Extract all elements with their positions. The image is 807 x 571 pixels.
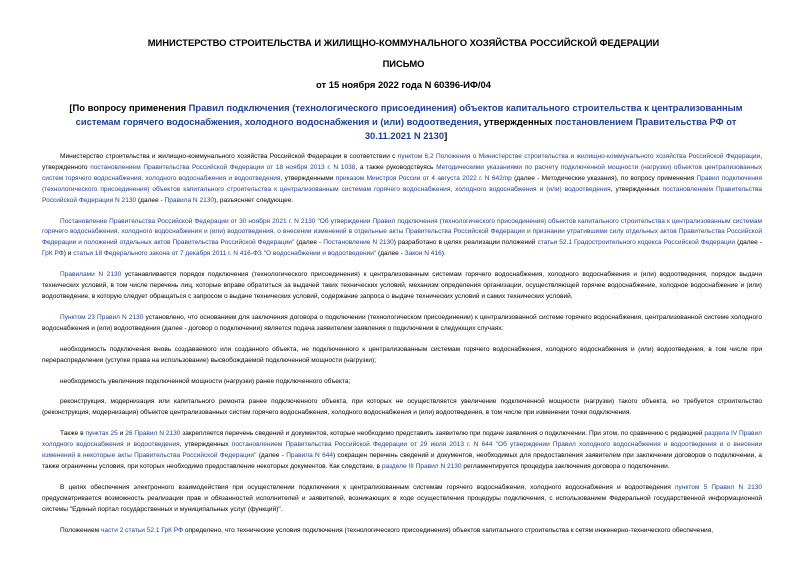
body-text: ) сокращен перечень сведений и документов, необходимых для предоставления заявителем при заключении договоров о подключении, а также ограничены условия, при которых необходимо предоставление некоторых документов. Как следствие, в — [42, 452, 763, 470]
doc-link[interactable]: раздела IV Правил холодного водоснабжения и водоотведения — [42, 430, 762, 449]
doc-link[interactable]: Постановление N 2130 — [323, 239, 394, 247]
doc-link[interactable]: постановлением Правительства Российской Федерации от 18 ноября 2013 г. N 1038 — [90, 163, 356, 171]
paragraph: реконструкция, модернизация или капитального ремонта ранее подключенного объекта, при которых не осуществляется увеличение подключенной мощности (нагрузки) такого объекта, но требуется строительство (реконструкция, модернизация) объектов централизованных систем горячего водоснабжения, холодного водоснабжения и (или) водоотведения, в том числе при изменении точки подключения. — [42, 398, 762, 417]
body-text: и — [117, 430, 126, 438]
doc-link[interactable]: пунктом 6.2 Положения о Министерстве строительства и жилищно-коммунального хозяйства Российской Федерации — [397, 153, 761, 160]
document-body — [42, 152, 762, 546]
doc-link[interactable]: Правилами N 2130 — [60, 271, 122, 279]
body-text: , а также руководствуясь — [355, 163, 437, 171]
doc-link[interactable]: части 2 статьи 52.1 ГрК РФ — [100, 526, 184, 534]
paragraph — [42, 313, 762, 335]
body-text: ). — [441, 250, 446, 258]
body-text: , утвержденными — [280, 174, 336, 182]
doc-link[interactable]: ГрК РФ — [42, 250, 64, 258]
doc-link[interactable]: Правила N 2130 — [164, 196, 215, 204]
doc-link[interactable]: статьи 52.1 Градостроительного кодекса Российской Федерации — [537, 239, 736, 247]
doc-link[interactable]: Правил подключения (технологического присоединения) объектов капитального строительства к централизованным системам горячего водоснабжения, холодного водоснабжения и (или) водоотведения — [42, 174, 763, 193]
body-text: Также в — [60, 430, 86, 438]
doc-link[interactable]: Пунктом 23 Правил N 2130 — [60, 313, 144, 321]
body-text: определено, что технические условия подключения (технологического присоединения) объектов капитального строительства к сетям инженерно-технического обеспечения, — [183, 526, 714, 534]
paragraph — [42, 483, 762, 516]
body-text: Министерство строительства и жилищно-коммунального хозяйства Российской Федерации в соответствии с — [60, 153, 398, 160]
subject-text: ] — [444, 130, 448, 141]
body-text: (далее - — [376, 250, 405, 258]
doc-link[interactable]: Правила N 644 — [286, 452, 333, 460]
doc-link[interactable]: Методическими указаниями по расчету подключенной мощности (нагрузки) объектов централизованных систем горячего водоснабжения, холодного водоснабжения и водоотведения — [42, 163, 762, 182]
body-text: (далее - — [294, 239, 324, 247]
paragraph — [42, 152, 762, 207]
paragraph — [42, 429, 762, 473]
document-type: ПИСЬМО — [382, 58, 425, 69]
doc-link[interactable]: разделе III Правил N 2130 — [381, 462, 462, 470]
body-text: (далее - — [136, 196, 165, 204]
doc-link[interactable]: 26 Правил N 2130 — [125, 430, 181, 438]
body-text: (далее - Методические указания), по вопросу применения — [511, 174, 697, 182]
doc-link[interactable]: Постановление Правительства Российской Федерации от 30 ноября 2021 г. N 2130 "Об утверждении Правил подключения (технологического присоединения) объектов капитального строительства к централизованным системам горячего водоснабжения, холодного водоснабжения и (или) водоотведения, о внесении изменений в отдельные акты Правительства Российской Федерации и признании утратившими силу отдельных актов Правительства Российской Федерации и положений отдельных актов Правительства Российской Федерации" — [42, 217, 762, 247]
doc-link[interactable]: пунктах 25 — [85, 430, 118, 438]
body-text: ) разработано в целях реализации положений — [393, 239, 538, 247]
subject-link-resolution[interactable]: постановлением Правительства РФ от 30.11.2021 N 2130 — [364, 116, 737, 141]
doc-link[interactable]: Закон N 416 — [404, 250, 442, 258]
subject-text: [По вопросу применения — [69, 102, 189, 113]
body-text: предусматривается возможность реализации прав и обязанностей исполнителей и заявителей, возникающих в ходе осуществления процедуры подключения, с использованием Федеральной государственной информационной системы "Единый портал государственных и муниципальных услуг (функций)". — [42, 494, 762, 513]
doc-link[interactable]: постановлением Правительства Российской Федерации от 29 июля 2013 г. N 644 "Об утверждении Правил холодного водоснабжения и водоотведения и о внесении изменений в некоторые акты Правительства Российской Федерации" — [42, 441, 762, 460]
paragraph: необходимость подключения вновь создаваемого или созданного объекта, не подключенного к централизованным системам горячего водоснабжения, холодного водоснабжения и (или) водоотведения, в том числе при перераспределении (уступке права на использование) высвобождаемой подключенной мощности (нагрузки); — [42, 345, 762, 364]
body-text: закрепляется перечень сведений и документов, которые необходимо представить заявителю при подаче заявления о подключении. При этом, по сравнению с редакцией — [180, 430, 705, 438]
body-text: установлено, что основанием для заключения договора о подключении (технологическом присоединении) к централизованной системе горячего водоснабжения, централизованной системе холодного водоснабжения и (или) водоотведения (далее - договор о подключении) является подача заявителем заявления о подключении в следующих случаях: — [42, 313, 762, 332]
body-text: , утвержденного — [42, 153, 763, 171]
body-text: ), разъясняет следующее. — [214, 196, 294, 204]
doc-link[interactable]: пунктом 5 Правил N 2130 — [675, 483, 763, 491]
body-text: регламентируется процедура заключения договора о подключении. — [461, 462, 670, 470]
subject-link-rules[interactable]: Правил подключения (технологического присоединения) объектов капитального строительства к централизованным системам горячего водоснабжения, холодного водоснабжения и (или) водоотведения — [75, 102, 743, 127]
body-text: Положением — [60, 526, 101, 534]
document-subject — [52, 101, 760, 143]
doc-link[interactable]: постановлением Правительства Российской Федерации N 2130 — [42, 185, 763, 204]
paragraph: необходимость увеличения подключенной мощности (нагрузки) ранее подключенного объекта; — [60, 377, 351, 385]
doc-link[interactable]: приказом Минстроя России от 4 августа 2022 г. N 642/пр — [335, 174, 512, 182]
body-text: (далее - — [256, 452, 287, 460]
document-date-number: от 15 ноября 2022 года N 60396-ИФ/04 — [316, 79, 491, 90]
paragraph — [42, 217, 762, 261]
subject-text: , утвержденных — [478, 116, 556, 127]
body-text: , утвержденных — [610, 185, 663, 193]
paragraph — [42, 526, 762, 537]
doc-link[interactable]: статьи 18 Федерального закона от 7 декабря 2011 г. N 416-ФЗ "О водоснабжении и водоотведении" — [73, 250, 377, 258]
body-text: (далее - — [735, 239, 763, 247]
paragraph — [42, 270, 762, 303]
body-text: , утвержденных — [179, 441, 232, 449]
issuing-authority: МИНИСТЕРСТВО СТРОИТЕЛЬСТВА И ЖИЛИЩНО-КОММУНАЛЬНОГО ХОЗЯЙСТВА РОССИЙСКОЙ ФЕДЕРАЦИИ — [147, 37, 660, 48]
body-text: устанавливается порядок подключения (технологического присоединения) к централизованным системам горячего водоснабжения, холодного водоснабжения и (или) водоотведения, порядок выдачи технических условий, в том числе перечень лиц, которые вправе обратиться за выдачей таких технических условий, механизм определения организации, осуществляющей горячее водоснабжение, холодное водоснабжение и (или) водоотведение, в которую следует обращаться с запросом о выдаче технических условий, содержание запроса о выдаче технических условий и самих технических условий. — [42, 271, 762, 300]
body-text: В целях обеспечения электронного взаимодействия при осуществлении подключения к централизованным системам горячего водоснабжения, холодного водоснабжения и водоотведения — [60, 483, 676, 491]
body-text: ) и — [63, 250, 74, 258]
